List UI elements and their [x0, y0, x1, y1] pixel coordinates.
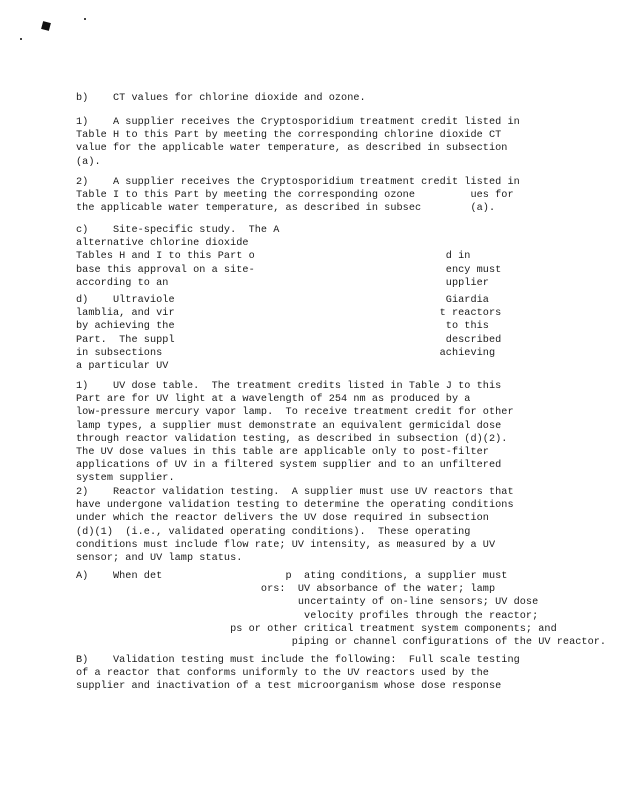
- heading-block: [76, 92, 542, 105]
- text-line: a particular UV: [76, 361, 169, 373]
- text-line: 1) A supplier receives the Cryptosporidium treatment credit listed in: [76, 117, 520, 128]
- text-line: lamp types, a supplier must demonstrate an equivalent germicidal dose: [76, 420, 502, 432]
- text-line: Tables H and I to this Part o d in: [76, 251, 471, 263]
- text-line: low-pressure mercury vapor lamp. To receive treatment credit for other: [76, 407, 514, 419]
- text-line: alternative chlorine dioxide: [76, 238, 249, 250]
- text-line: 1) UV dose table. The treatment credits listed in Table J to this: [76, 381, 502, 392]
- text-line: B) Validation testing must include the following: Full scale testing: [76, 655, 520, 666]
- text-line: applications of UV in a filtered system supplier and to an unfiltered: [76, 460, 502, 472]
- text-line: ors: UV absorbance of the water; lamp: [76, 584, 496, 596]
- text-line: base this approval on a site- ency must: [76, 264, 502, 276]
- text-line: sensor; and UV lamp status.: [76, 553, 243, 565]
- text-line: the applicable water temperature, as described in subsec (a).: [76, 203, 496, 215]
- text-line: ps or other critical treatment system components; and: [76, 623, 557, 635]
- text-line: (a).: [76, 156, 101, 168]
- text-line: The UV dose values in this table are applicable only to post-filter: [76, 447, 489, 459]
- text-line: d) Ultraviole Giardia: [76, 295, 489, 306]
- scan-speck: [20, 38, 22, 40]
- paragraph-b: [76, 654, 542, 694]
- text-line: Part. The suppl described: [76, 334, 502, 346]
- paragraph-c: [76, 224, 542, 290]
- paragraph-b1: [76, 116, 542, 169]
- text-line: A) When det p ating conditions, a supplier must: [76, 571, 508, 582]
- text-line: conditions must include flow rate; UV intensity, as measured by a UV: [76, 539, 496, 551]
- text-line: system supplier.: [76, 473, 175, 485]
- text-line: value for the applicable water temperature, as described in subsection: [76, 143, 508, 155]
- text-line: supplier and inactivation of a test microorganism whose dose response: [76, 681, 502, 693]
- paragraph-d1: [76, 380, 542, 486]
- text-line: c) Site-specific study. The A: [76, 225, 280, 236]
- text-line: by achieving the to this: [76, 321, 489, 333]
- text-line: uncertainty of on-line sensors; UV dose: [76, 597, 539, 609]
- text-line: in subsections achieving: [76, 347, 496, 359]
- text-line: 2) A supplier receives the Cryptosporidium treatment credit listed in: [76, 177, 520, 188]
- text-line: Table H to this Part by meeting the corresponding chlorine dioxide CT: [76, 130, 502, 142]
- text-line: of a reactor that conforms uniformly to the UV reactors used by the: [76, 668, 489, 680]
- text-line: have undergone validation testing to determine the operating conditions: [76, 500, 514, 512]
- paragraph-a: [76, 570, 607, 649]
- paragraph-d: [76, 294, 542, 373]
- text-line: under which the reactor delivers the UV dose required in subsection: [76, 513, 489, 525]
- text-line: (d)(1) (i.e., validated operating conditions). These operating: [76, 526, 471, 538]
- text-line: Table I to this Part by meeting the corresponding ozone ues for: [76, 190, 514, 202]
- scan-mark: [41, 21, 51, 31]
- paragraph-b2: [76, 176, 542, 216]
- text-line: Part are for UV light at a wavelength of 254 nm as produced by a: [76, 394, 471, 406]
- section-heading: b) CT values for chlorine dioxide and ozone.: [76, 93, 366, 104]
- text-line: 2) Reactor validation testing. A supplier must use UV reactors that: [76, 487, 514, 498]
- text-line: piping or channel configurations of the UV reactor.: [76, 637, 607, 649]
- scan-speck: [84, 18, 86, 20]
- text-line: through reactor validation testing, as described in subsection (d)(2).: [76, 433, 508, 445]
- text-line: velocity profiles through the reactor;: [76, 610, 539, 622]
- text-line: according to an upplier: [76, 277, 489, 289]
- text-line: lamblia, and vir t reactors: [76, 308, 502, 320]
- paragraph-d2: [76, 486, 542, 565]
